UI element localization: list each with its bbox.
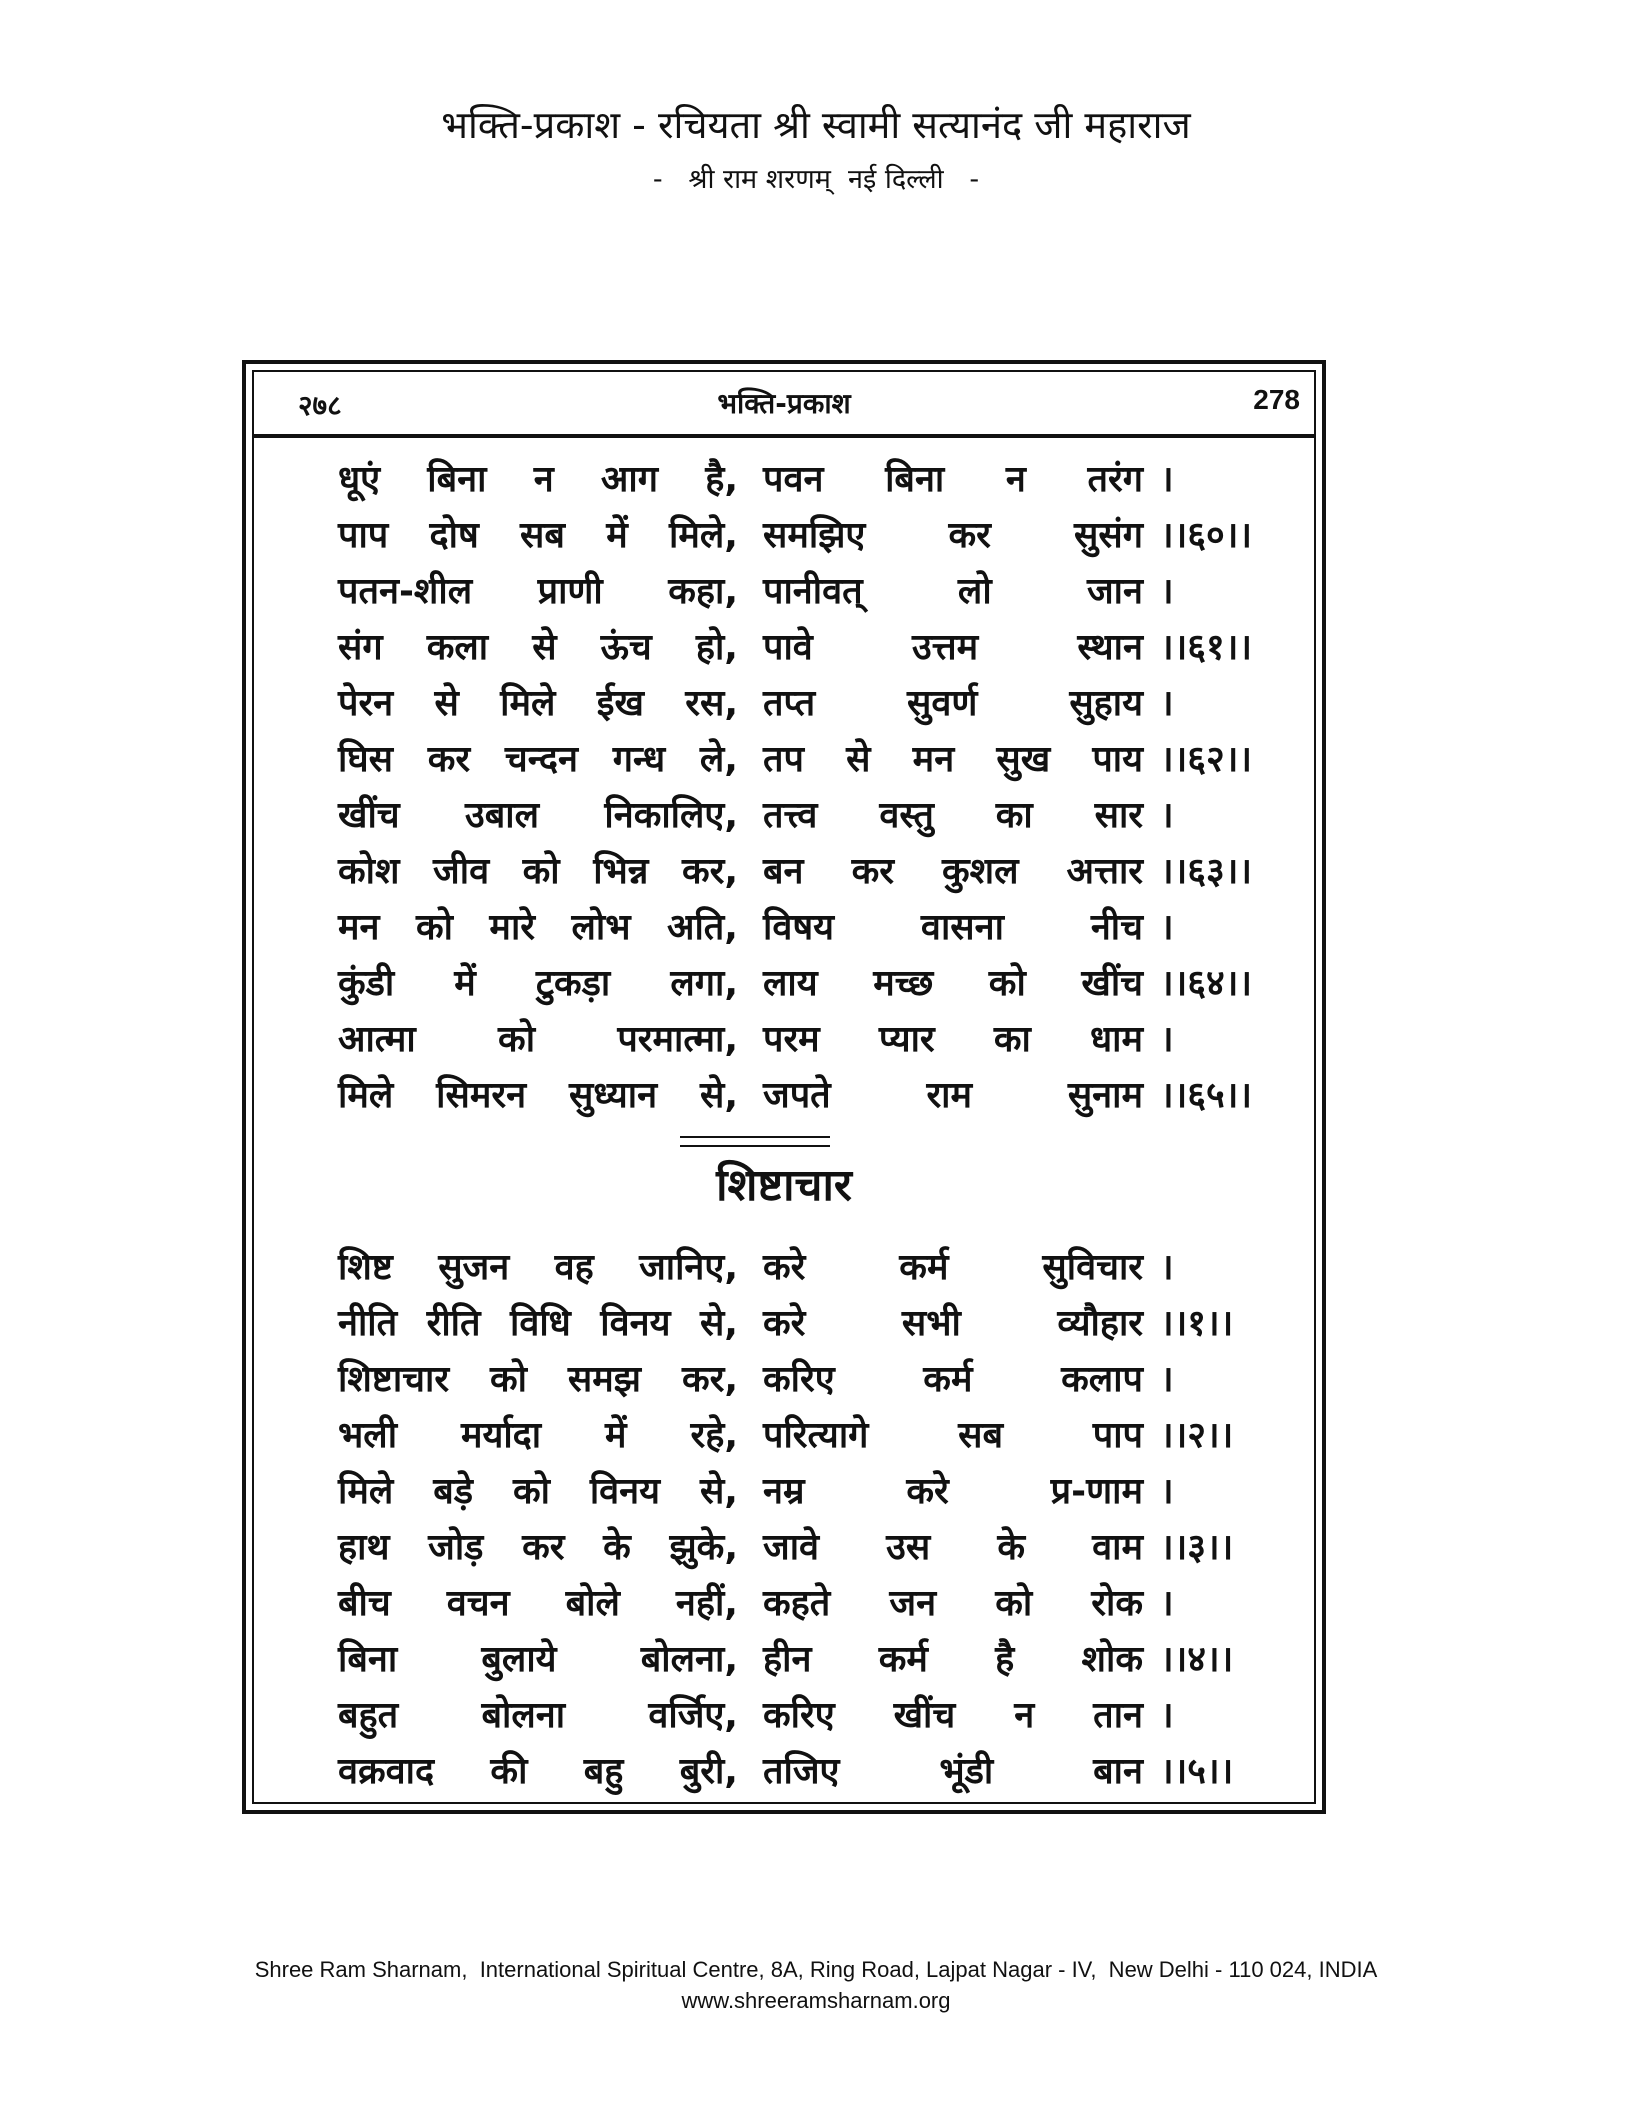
verse-line <box>338 1240 1258 1296</box>
verse-line <box>338 788 1258 844</box>
verse-line <box>338 844 1258 900</box>
verse-mark: ।।६१।। <box>1160 627 1253 668</box>
verse-left: शिष्टाचार को समझ कर, <box>338 1359 738 1400</box>
verse-right: तप से मन सुख पाय <box>763 739 1143 780</box>
verse-mark: ।।१।। <box>1160 1303 1234 1344</box>
verse-left: मिले बड़े को विनय से, <box>338 1471 738 1512</box>
verse-right: करिए खींच न तान <box>763 1695 1143 1736</box>
header-title: भक्ति-प्रकाश - रचियता श्री स्वामी सत्यानंद जी महाराज <box>441 103 1191 147</box>
verse-right: पावे उत्तम स्थान <box>763 627 1143 668</box>
verse-line <box>338 1744 1258 1800</box>
verse-mark: । <box>1160 795 1174 836</box>
verse-left: पेरन से मिले ईख रस, <box>338 683 738 724</box>
verse-mark: । <box>1160 1695 1174 1736</box>
verse-left: खींच उबाल निकालिए, <box>338 795 738 836</box>
verse-left: पतन-शील प्राणी कहा, <box>338 571 738 612</box>
verse-mark: ।।२।। <box>1160 1415 1234 1456</box>
verse-line <box>338 1464 1258 1520</box>
verse-mark: । <box>1160 1583 1174 1624</box>
verse-left: बीच वचन बोले नहीं, <box>338 1583 738 1624</box>
verse-mark: । <box>1160 683 1174 724</box>
verse-line <box>338 1296 1258 1352</box>
verse-right: समझिए कर सुसंग <box>763 515 1143 556</box>
page-number-devanagari: २७८ <box>298 389 342 422</box>
running-head-title: भक्ति-प्रकाश <box>717 387 851 420</box>
footer-address: Shree Ram Sharnam, International Spiritual Centre, 8A, Ring Road, Lajpat Nagar - IV, New Delhi - 110 024, INDIA <box>254 1957 1378 1982</box>
verse-left: आत्मा को परमात्मा, <box>338 1019 738 1060</box>
verse-right: लाय मच्छ को खींच <box>763 963 1143 1004</box>
verse-right: जावे उस के वाम <box>763 1527 1143 1568</box>
verse-left: पाप दोष सब में मिले, <box>338 515 738 556</box>
verse-right: तत्त्व वस्तु का सार <box>763 795 1143 836</box>
verse-mark: । <box>1160 1359 1174 1400</box>
verse-mark: ।।५।। <box>1160 1751 1234 1792</box>
verse-line <box>338 732 1258 788</box>
page-number: 278 <box>1253 384 1300 415</box>
verse-left: घिस कर चन्दन गन्ध ले, <box>338 739 738 780</box>
verse-left: बिना बुलाये बोलना, <box>338 1639 738 1680</box>
verse-mark: । <box>1160 1019 1174 1060</box>
verse-left: मन को मारे लोभ अति, <box>338 907 738 948</box>
verse-right: करिए कर्म कलाप <box>763 1359 1143 1400</box>
verse-line <box>338 1632 1258 1688</box>
verse-left: कुंडी में टुकड़ा लगा, <box>338 963 738 1004</box>
verse-right: परित्यागे सब पाप <box>763 1415 1143 1456</box>
verse-mark: । <box>1160 907 1174 948</box>
verse-right: परम प्यार का धाम <box>763 1019 1143 1060</box>
page-frame <box>242 360 1326 1814</box>
verse-line <box>338 508 1258 564</box>
verse-right: बन कर कुशल अत्तार <box>763 851 1143 892</box>
verse-left: शिष्ट सुजन वह जानिए, <box>338 1247 738 1288</box>
verse-line <box>338 1688 1258 1744</box>
verse-line <box>338 676 1258 732</box>
verse-line <box>338 956 1258 1012</box>
verse-mark: । <box>1160 1471 1174 1512</box>
verse-left: वक्रवाद की बहु बुरी, <box>338 1751 738 1792</box>
verse-line <box>338 564 1258 620</box>
page-frame-inner <box>252 370 1316 1804</box>
verse-line <box>338 1012 1258 1068</box>
verse-mark: ।।६२।। <box>1160 739 1253 780</box>
running-head <box>254 372 1314 438</box>
verse-mark: । <box>1160 1247 1174 1288</box>
footer-website[interactable]: www.shreeramsharnam.org <box>681 1988 951 2013</box>
header-subtitle: - श्री राम शरणम् नई दिल्ली - <box>652 164 980 195</box>
verse-mark: ।।६५।। <box>1160 1075 1253 1116</box>
verse-right: कहते जन को रोक <box>763 1583 1143 1624</box>
verse-left: मिले सिमरन सुध्यान से, <box>338 1075 738 1116</box>
verse-left: नीति रीति विधि विनय से, <box>338 1303 738 1344</box>
verse-right: जपते राम सुनाम <box>763 1075 1143 1116</box>
verse-right: विषय वासना नीच <box>763 907 1143 948</box>
verse-mark: ।।६०।। <box>1160 515 1253 556</box>
verse-line <box>338 1408 1258 1464</box>
verse-mark: ।।३।। <box>1160 1527 1234 1568</box>
verse-right: तजिए भूंडी बान <box>763 1751 1143 1792</box>
verse-right: तप्त सुवर्ण सुहाय <box>763 683 1143 724</box>
verse-right: हीन कर्म है शोक <box>763 1639 1143 1680</box>
verse-mark: ।।६४।। <box>1160 963 1253 1004</box>
verse-left: बहुत बोलना वर्जिए, <box>338 1695 738 1736</box>
verse-mark: । <box>1160 571 1174 612</box>
verse-right: करे सभी व्यौहार <box>763 1303 1143 1344</box>
verse-mark: ।।६३।। <box>1160 851 1253 892</box>
section-heading: शिष्टाचार <box>716 1160 852 1211</box>
verse-left: धूएं बिना न आग है, <box>338 459 738 500</box>
verse-line <box>338 1352 1258 1408</box>
verse-line <box>338 900 1258 956</box>
verse-left: हाथ जोड़ कर के झुके, <box>338 1527 738 1568</box>
verse-line <box>338 1068 1258 1124</box>
verse-line <box>338 1576 1258 1632</box>
verse-line <box>338 452 1258 508</box>
verse-left: संग कला से ऊंच हो, <box>338 627 738 668</box>
verse-line <box>338 1520 1258 1576</box>
verse-mark: ।।४।। <box>1160 1639 1234 1680</box>
verse-left: भली मर्यादा में रहे, <box>338 1415 738 1456</box>
verse-mark: । <box>1160 459 1174 500</box>
verse-right: करे कर्म सुविचार <box>763 1247 1143 1288</box>
verse-right: पवन बिना न तरंग <box>763 459 1143 500</box>
verse-line <box>338 620 1258 676</box>
verse-left: कोश जीव को भिन्न कर, <box>338 851 738 892</box>
verse-right: नम्र करे प्र-णाम <box>763 1471 1143 1512</box>
section-divider <box>680 1136 830 1147</box>
verse-right: पानीवत् लो जान <box>763 571 1143 612</box>
